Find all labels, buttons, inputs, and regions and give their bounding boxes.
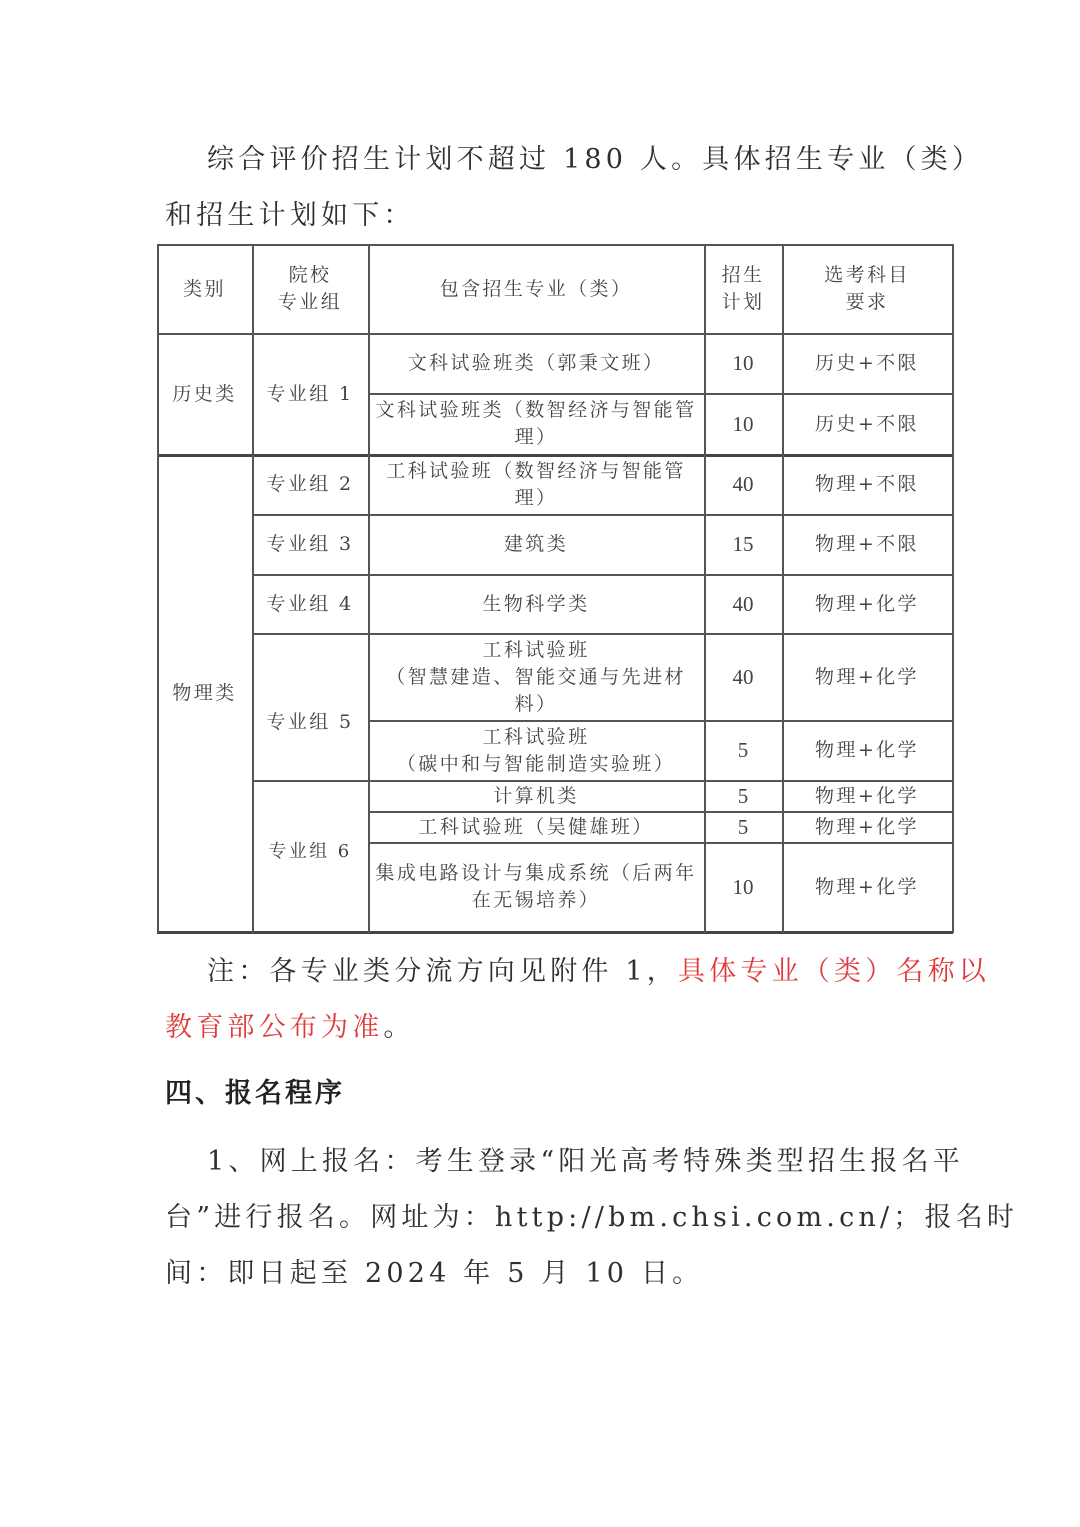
group-4: [252, 575, 368, 633]
major-name-line1: 工科试验班: [482, 725, 590, 748]
major-name-line2: （碳中和与智能制造实验班）: [396, 752, 676, 775]
category-history: [157, 334, 252, 454]
group-3: [252, 515, 368, 574]
subject-requirement: 物理+不限: [815, 473, 919, 495]
table-row-subjects: [782, 334, 952, 393]
table-row-plan: [704, 843, 782, 931]
registration-line-3: 间：即日起至 2024 年 5 月 10 日。: [165, 1258, 704, 1289]
table-row-plan: [704, 515, 782, 574]
group-label: 专业组 3: [266, 533, 354, 555]
category-label: 历史类: [172, 382, 237, 405]
header-subjects-line1: 选考科目: [824, 264, 910, 286]
group-label: 专业组 4: [266, 592, 354, 615]
note-line-2: [165, 1010, 415, 1046]
table-row-subjects: [782, 843, 952, 931]
table-row-major: [368, 843, 704, 931]
major-name-line3: 料）: [514, 692, 558, 715]
major-name: 生物科学类: [482, 592, 590, 615]
group-2: [252, 455, 368, 514]
major-name-line2: 理）: [514, 486, 558, 509]
major-name: 工科试验班（吴健雄班）: [418, 815, 654, 838]
subject-requirement: 历史+不限: [815, 412, 919, 435]
table-row-subjects: [782, 455, 952, 514]
table-row-subjects: [782, 721, 952, 780]
section-heading: 四、报名程序: [165, 1078, 345, 1109]
subject-requirement: 物理+化学: [815, 592, 919, 615]
table-row-major: [368, 455, 704, 514]
table-row-major: [368, 812, 704, 842]
table-row-subjects: [782, 812, 952, 842]
table-row-subjects: [782, 515, 952, 574]
header-group-line1: 院校: [288, 264, 332, 286]
table-row-plan: [704, 634, 782, 720]
table-row-plan: [704, 721, 782, 780]
plan-count: 10: [732, 874, 754, 899]
header-subjects-line2: 要求: [845, 291, 889, 313]
major-name-line1: 文科试验班类（数智经济与智能管: [375, 399, 697, 421]
header-majors-label: 包含招生专业（类）: [439, 277, 633, 300]
group-1: [252, 334, 368, 454]
group-6: [252, 781, 368, 931]
table-row-subjects: [782, 634, 952, 720]
subject-requirement: 物理+化学: [815, 739, 919, 761]
major-name-line2: （智慧建造、智能交通与先进材: [386, 665, 686, 688]
header-group-line2: 专业组: [277, 291, 343, 313]
group-5: [252, 634, 368, 780]
table-row-plan: [704, 781, 782, 811]
table-row-plan: [704, 394, 782, 454]
plan-count: 40: [732, 472, 754, 496]
plan-count: 5: [737, 738, 749, 762]
table-row-plan: [704, 455, 782, 514]
table-row-subjects: [782, 394, 952, 454]
group-label: 专业组 1: [266, 382, 354, 405]
major-name-line1: 工科试验班: [482, 638, 590, 661]
registration-line-2: 台”进行报名。网址为：http://bm.chsi.com.cn/；报名时: [165, 1202, 1019, 1233]
table-row-major: [368, 721, 704, 780]
header-subjects: [782, 244, 952, 334]
plan-count: 10: [732, 351, 754, 375]
registration-line-1: 1、网上报名：考生登录“阳光高考特殊类型招生报名平: [207, 1146, 964, 1177]
category-physics: [157, 455, 252, 931]
group-label: 专业组 5: [266, 710, 354, 733]
major-name-line2: 理）: [514, 426, 558, 448]
table-row-major: [368, 394, 704, 454]
table-row-subjects: [782, 575, 952, 633]
plan-count: 5: [737, 783, 749, 808]
plan-count: 15: [732, 532, 754, 556]
header-plan: [704, 244, 782, 334]
admissions-plan-table: [157, 244, 953, 933]
subject-requirement: 物理+不限: [815, 533, 919, 555]
major-name: 建筑类: [503, 533, 569, 555]
table-border-right: [952, 244, 954, 933]
major-name-line2: 在无锡培养）: [471, 889, 601, 911]
major-name: 计算机类: [493, 784, 579, 807]
table-row-major: [368, 515, 704, 574]
subject-requirement: 物理+化学: [815, 875, 919, 898]
subject-requirement: 物理+化学: [815, 815, 919, 838]
note-highlight-1: 具体专业（类）名称以: [677, 956, 990, 987]
table-row-plan: [704, 575, 782, 633]
header-group: [252, 244, 368, 334]
table-row-plan: [704, 812, 782, 842]
table-row-major: [368, 334, 704, 393]
note-highlight-2: 教育部公布为准: [165, 1012, 384, 1043]
group-label: 专业组 6: [268, 840, 352, 862]
subject-requirement: 历史+不限: [815, 352, 919, 374]
table-border-bottom: [157, 931, 953, 934]
header-category-label: 类别: [183, 277, 226, 300]
header-plan-line2: 计划: [721, 291, 765, 313]
note-suffix: 。: [383, 1012, 415, 1043]
intro-line-1: 综合评价招生计划不超过 180 人。具体招生专业（类）: [207, 144, 984, 175]
header-plan-line1: 招生: [721, 264, 765, 286]
note-prefix: 注：各专业类分流方向见附件 1，: [207, 956, 678, 987]
plan-count: 10: [732, 411, 754, 436]
header-majors: [368, 244, 704, 334]
table-row-major: [368, 575, 704, 633]
plan-count: 40: [732, 591, 754, 616]
table-row-plan: [704, 334, 782, 393]
table-row-subjects: [782, 781, 952, 811]
header-category: [157, 244, 252, 334]
major-name-line1: 集成电路设计与集成系统（后两年: [375, 862, 697, 884]
subject-requirement: 物理+化学: [815, 665, 919, 688]
subject-requirement: 物理+化学: [815, 784, 919, 807]
plan-count: 5: [737, 814, 749, 839]
intro-line-2: 和招生计划如下：: [165, 200, 415, 231]
group-label: 专业组 2: [266, 473, 354, 495]
category-label: 物理类: [172, 681, 237, 704]
table-row-major: [368, 634, 704, 720]
plan-count: 40: [732, 664, 754, 689]
note-line-1: [207, 954, 990, 990]
major-name-line1: 工科试验班（数智经济与智能管: [386, 459, 686, 482]
table-row-major: [368, 781, 704, 811]
major-name: 文科试验班类（郭秉文班）: [407, 352, 665, 374]
